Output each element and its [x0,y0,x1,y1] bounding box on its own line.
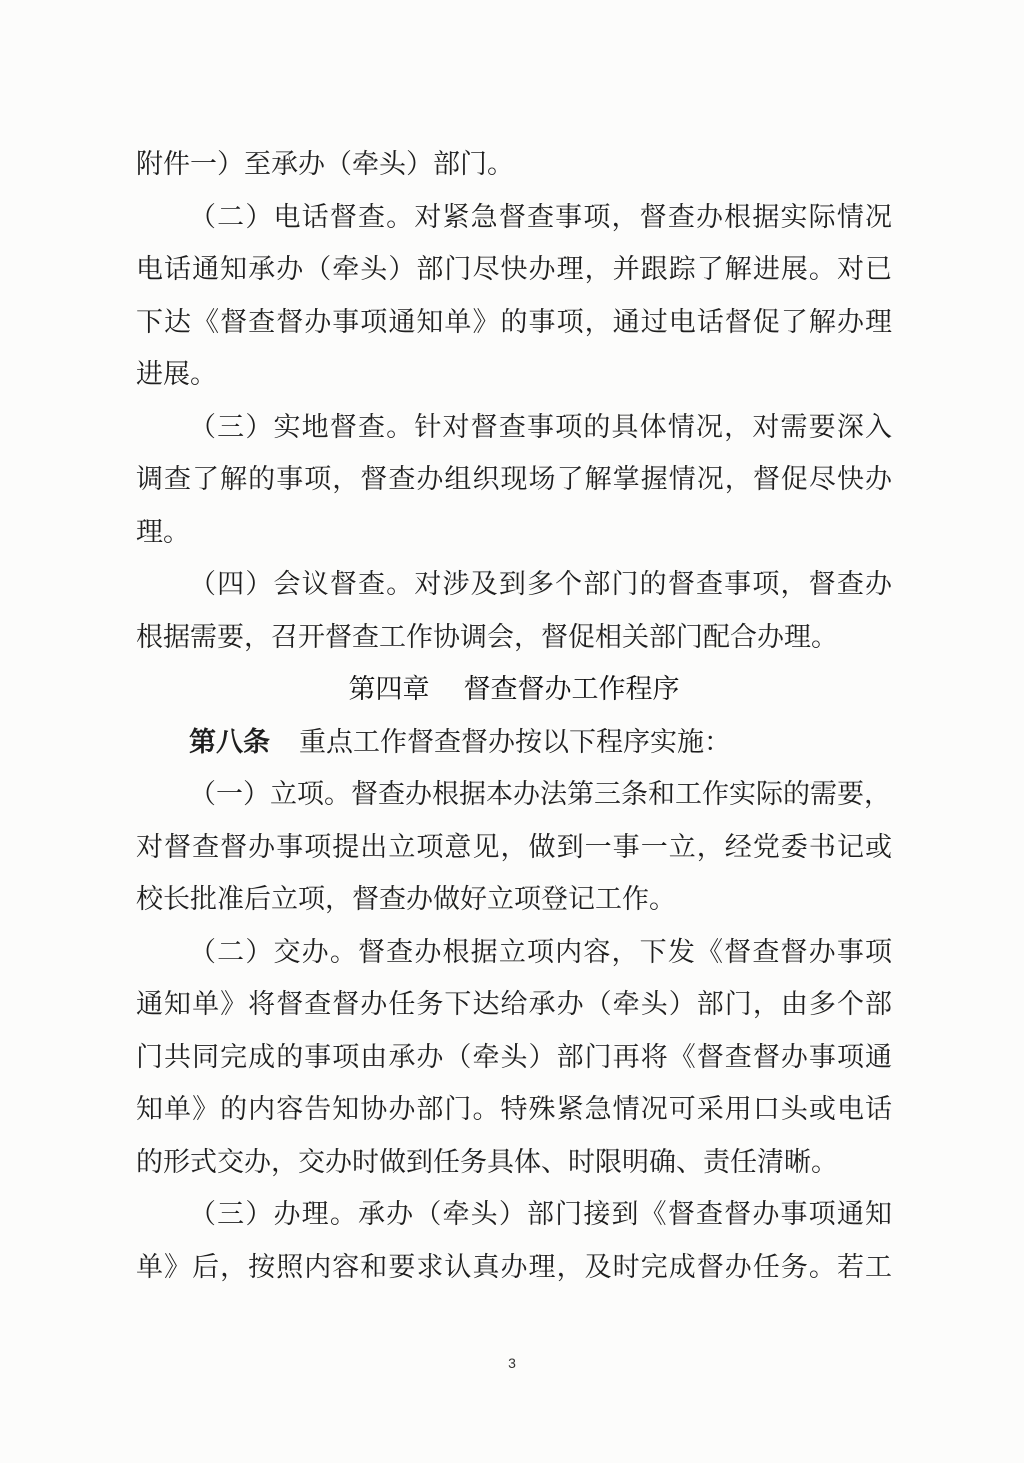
paragraph-line: 根据需要，召开督查工作协调会，督促相关部门配合办理。 [136,621,838,653]
paragraph-line: 的形式交办，交办时做到任务具体、时限明确、责任清晰。 [136,1146,838,1178]
paragraph-line: （一）立项。督查办根据本办法第三条和工作实际的需要， [189,779,891,810]
paragraph-line: 门共同完成的事项由承办（牵头）部门再将《督查督办事项通 [136,1041,892,1073]
paragraph-line: 理。 [136,516,190,548]
paragraph-line: 校长批准后立项，督查办做好立项登记工作。 [136,884,676,915]
paragraph-line: 调查了解的事项，督查办组织现场了解掌握情况，督促尽快办 [136,464,892,495]
paragraph-line: 附件一）至承办（牵头）部门。 [136,149,514,180]
paragraph-line: 进展。 [136,359,217,390]
article-label: 第八条 [189,726,270,758]
article-line [136,717,892,770]
document-body [136,139,892,1294]
paragraph-line: 对督查督办事项提出立项意见，做到一事一立，经党委书记或 [136,831,892,863]
paragraph-line: （二）电话督查。对紧急督查事项，督查办根据实际情况 [189,201,892,233]
paragraph-line: （三）实地督查。针对督查事项的具体情况，对需要深入 [189,411,892,443]
paragraph-line: 下达《督查督办事项通知单》的事项，通过电话督促了解办理 [136,306,892,338]
chapter-heading [136,664,892,717]
paragraph-line: 知单》的内容告知协办部门。特殊紧急情况可采用口头或电话 [136,1094,892,1125]
article-text: 重点工作督查督办按以下程序实施： [299,726,731,758]
paragraph-line: 单》后，按照内容和要求认真办理，及时完成督办任务。若工 [136,1251,892,1283]
chapter-number: 第四章 [348,674,430,705]
paragraph-line: （三）办理。承办（牵头）部门接到《督查督办事项通知 [189,1199,892,1230]
page-number: 3 [508,1355,516,1371]
paragraph-line: （二）交办。督查办根据立项内容，下发《督查督办事项 [189,936,892,968]
paragraph-line: 电话通知承办（牵头）部门尽快办理，并跟踪了解进展。对已 [136,254,892,285]
chapter-title: 督查督办工作程序 [463,674,680,705]
paragraph-line: 通知单》将督查督办任务下达给承办（牵头）部门，由多个部 [136,989,892,1020]
paragraph-line: （四）会议督查。对涉及到多个部门的督查事项，督查办 [189,569,892,600]
